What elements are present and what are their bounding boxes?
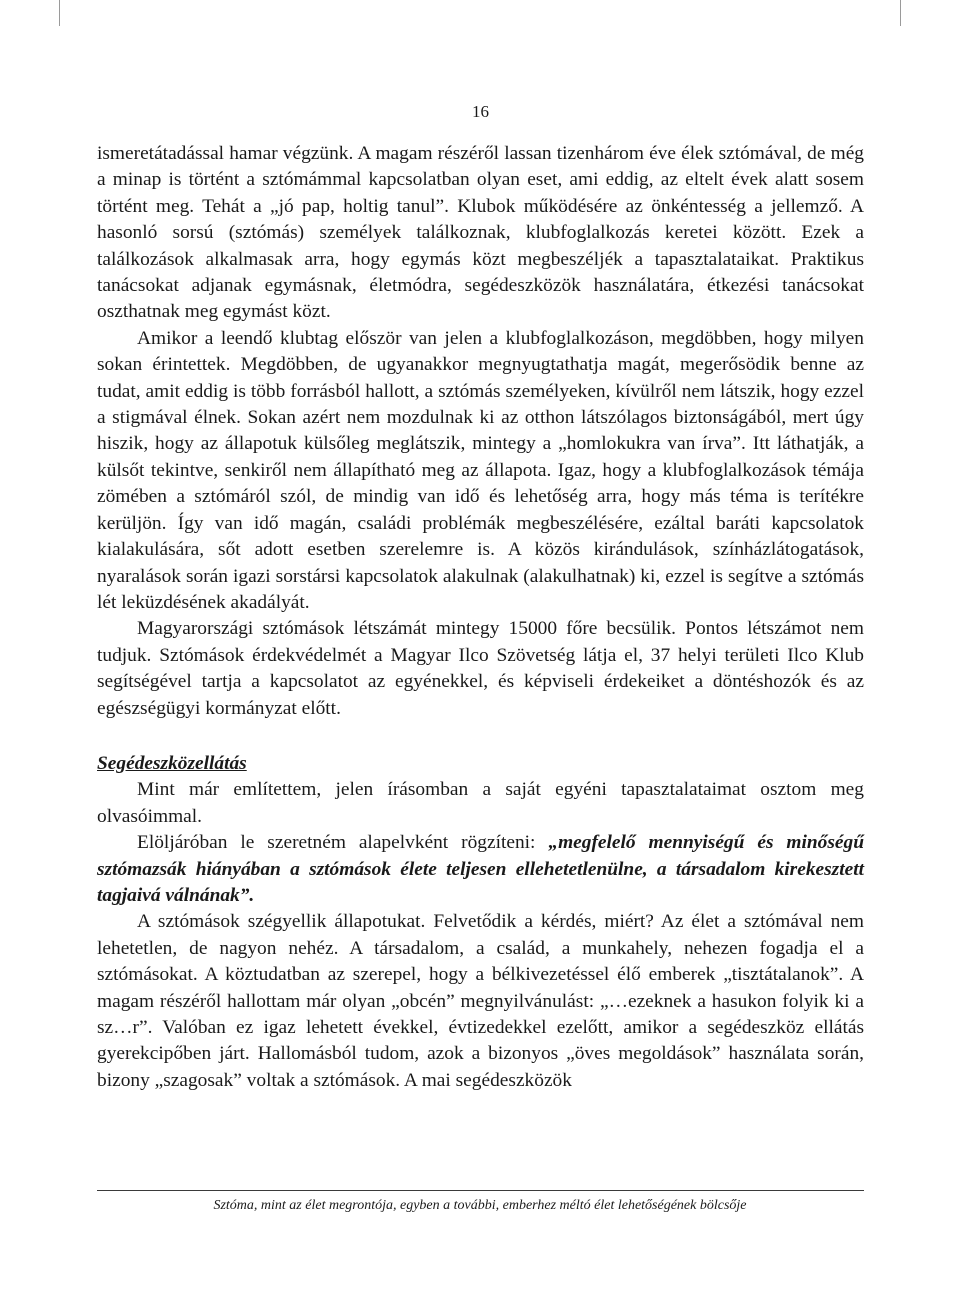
paragraph-3: Magyarországi sztómások létszámát mintegy 15000 főre becsülik. Pontos létszámot nem tudjuk. Sztómások érdekvédelmét a Magyar Ilco Szövetség látja el, 37 helyi területi Ilco Klub segítségével tartja a kapcsolatot az egyénekkel, és képviseli érdekeiket a döntéshozók és az egészségügyi kormányzat előtt.	[97, 618, 864, 719]
footer-rule	[97, 1190, 864, 1191]
page-number: 16	[472, 102, 489, 121]
footer-text: Sztóma, mint az élet megrontója, egyben a további, emberhez méltó élet lehetőségének bölcsője	[213, 1198, 747, 1213]
section-spacer	[97, 722, 864, 751]
right-margin-mark	[900, 0, 901, 26]
section-heading: Segédeszközellátás	[97, 752, 247, 774]
paragraph-4: Mint már említettem, jelen írásomban a saját egyéni tapasztalataimat osztom meg olvasóimmal.	[97, 779, 864, 827]
paragraph-5	[97, 830, 864, 909]
paragraph-2: Amikor a leendő klubtag először van jelen a klubfoglalkozáson, megdöbben, hogy milyen sokan érintettek. Megdöbben, de ugyanakkor megnyugtathatja magát, megerősödik benne az tudat, amit eddig is több forrásból hallott, a sztómás személyeken, kívülről nem látszik, hogy ezzel a stigmával élnek. Sokan azért nem mozdulnak ki az otthon látszólagos biztonságából, mert úgy hiszik, hogy az állapotuk külsőleg meglátszik, mintegy a „homlokukra van írva”. Itt láthatják, a külsőt tekintve, senkiről nem állapítható meg az állapota. Igaz, hogy a klubfoglalkozások témája zömében a sztómáról szól, de mindig van idő és lehetőség arra, hogy más téma is terítékre kerüljön. Így van idő magán, családi problémák megbeszélésére, ezáltal baráti kapcsolatok kialakulására, sőt adott esetben szerelemre is. A közös kirándulások, színházlátogatások, nyaralások során igazi sorstársi kapcsolatok alakulnak (alakulhatnak) ki, ezzel is segítve a sztómás lét leküzdésének akadályát.	[97, 327, 864, 613]
left-margin-mark	[59, 0, 60, 26]
paragraph-6: A sztómások szégyellik állapotukat. Felvetődik a kérdés, miért? Az élet a sztómával nem lehetetlen, de nagyon nehéz. A társadalom, a család, a munkahely, nehezen fogadja el a sztómásokat. A köztudatban az szerepel, hogy a bélkivezetéssel élő emberek „tisztátalanok”. A magam részéről hallottam már olyan „obcén” megnyilvánulást: „…ezeknek a hasukon folyik ki a sz…r”. Valóban ez igaz lehetett évekkel, évtizedekkel ezelőtt, amikor a segédeszköz ellátás gyerekcipőben járt. Hallomásból tudom, azok a bizonyos „öves megoldások” használata során, bizony „szagosak” voltak a sztómások. A mai segédeszközök	[97, 911, 864, 1091]
paragraph-1: ismeretátadással hamar végzünk. A magam részéről lassan tizenhárom éve élek sztómával, de még a minap is történt a sztómámmal kapcsolatban olyan eset, ami eddig, az eltelt évek alatt sosem történt meg. Tehát a „jó pap, holtig tanul”. Klubok működésére az önkéntesség a jellemző. A hasonló sorsú (sztómás) személyek találkoznak, klubfoglalkozás keretei között. Ezek a találkozások alkalmasak arra, hogy egymás közt megbeszéljék a tapasztalataikat. Praktikus tanácsokat adjanak egymásnak, életmódra, segédeszközök használatára, étkezési tanácsokat oszthatnak meg egymást közt.	[97, 143, 864, 323]
body-text	[97, 141, 864, 1094]
paragraph-5-lead: Elöljáróban le szeretném alapelvként rögzíteni:	[137, 832, 549, 854]
paragraph-5-emphasis: „megfelelő mennyiségű és minőségű sztómazsák hiányában a sztómások élete teljesen ellehetetlenülne, a társadalom kirekesztett tagjaivá válnának”.	[97, 832, 864, 906]
